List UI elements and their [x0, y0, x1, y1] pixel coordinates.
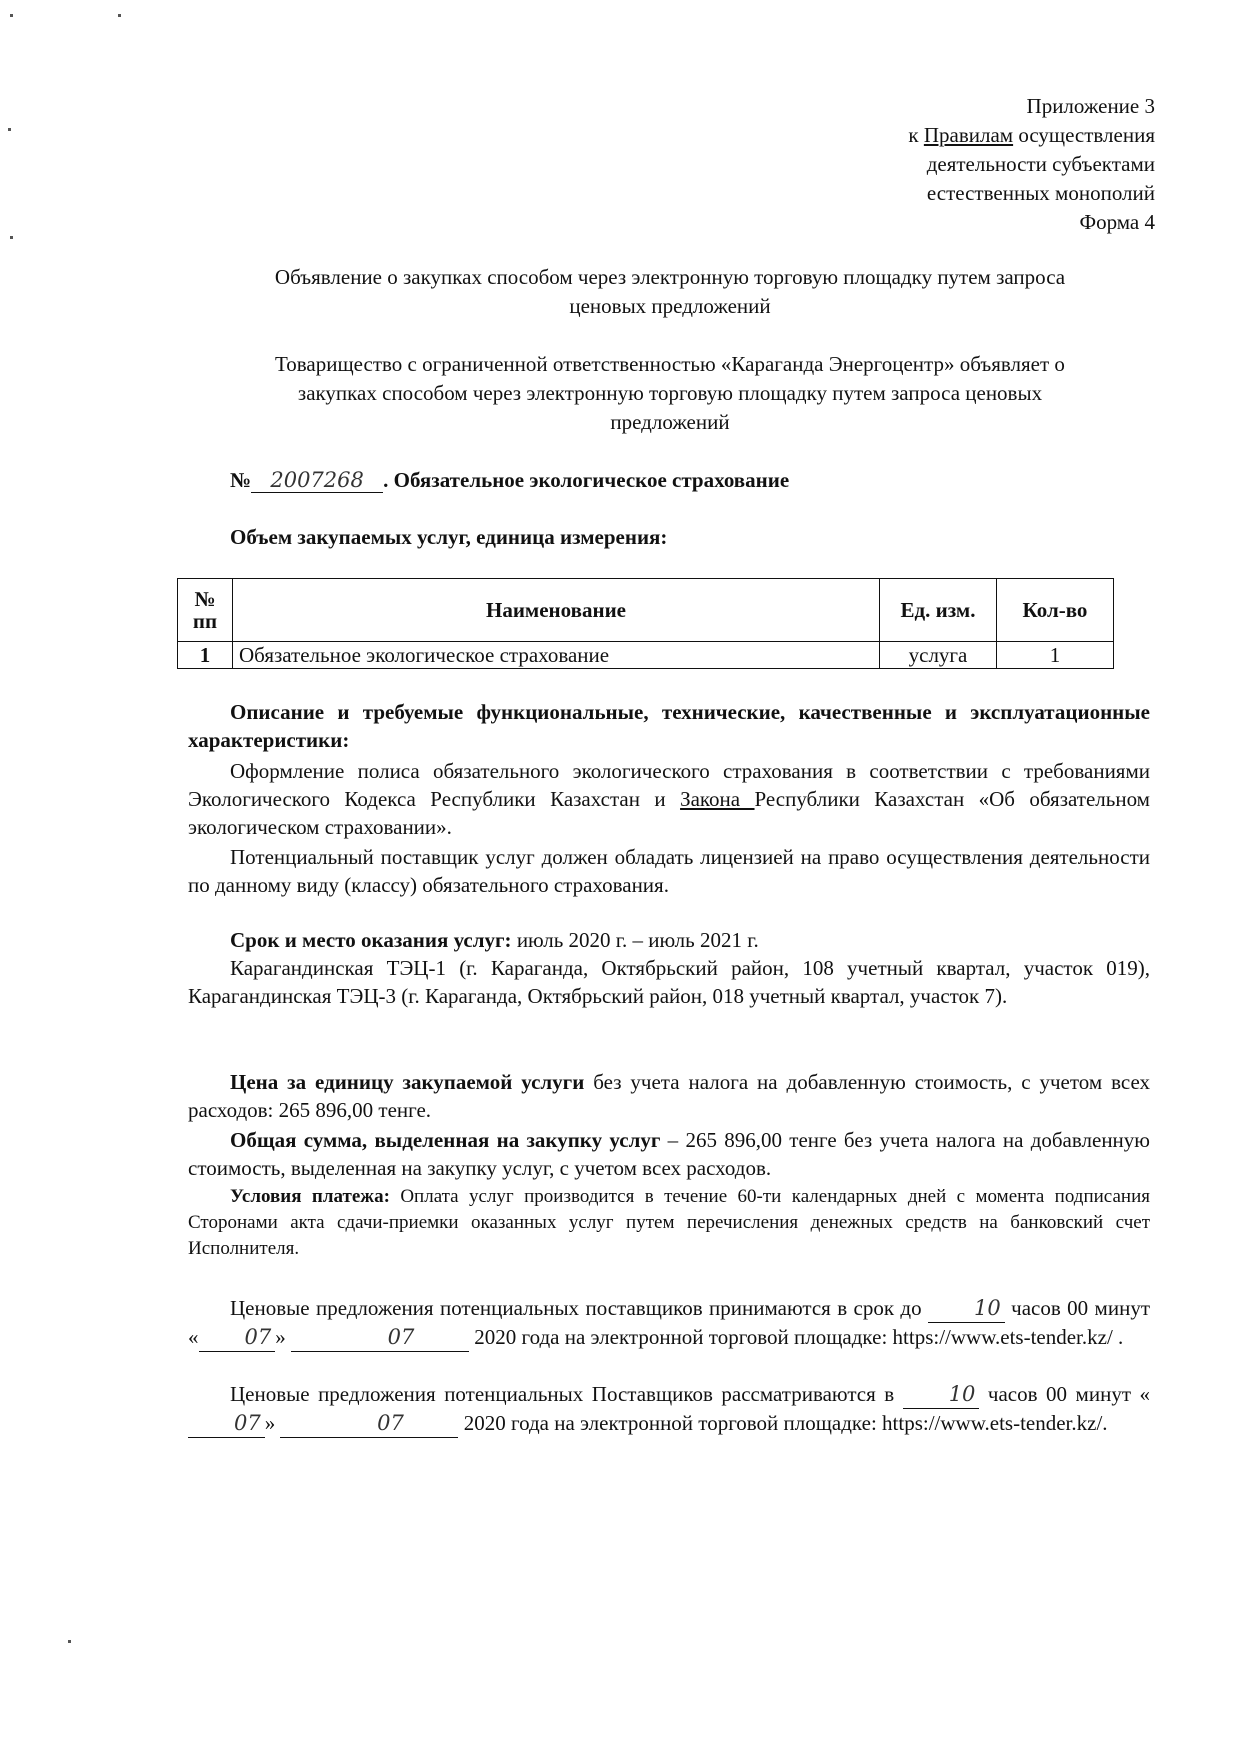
- lot-line: [230, 468, 789, 493]
- review-hour-handwritten: 10: [903, 1380, 980, 1409]
- table-header-row: [178, 579, 1114, 642]
- deadline-text-1: Ценовые предложения потенциальных поставщиков принимаются в срок до: [230, 1296, 929, 1320]
- appendix-line-2-suffix: осуществления: [1013, 123, 1155, 147]
- term-label: Срок и место оказания услуг:: [230, 928, 512, 952]
- scan-speck: [118, 14, 121, 17]
- supplier-requirement: Потенциальный поставщик услуг должен обладать лицензией на право осуществления деятельности по данному виду (классу) обязательного страхования.: [188, 845, 1150, 897]
- header-qty: Кол-во: [997, 579, 1114, 642]
- term-line: [188, 926, 1150, 954]
- cell-name: Обязательное экологическое страхование: [233, 642, 880, 669]
- volume-heading: Объем закупаемых услуг, единица измерения:: [230, 525, 668, 549]
- review-month-handwritten: 07: [280, 1409, 458, 1438]
- law-link[interactable]: Закона: [680, 787, 755, 811]
- lot-title: . Обязательное экологическое страхование: [383, 468, 790, 492]
- announcement-intro-line-2: закупках способом через электронную торговую площадку путем запроса ценовых: [297, 381, 1043, 405]
- lot-number-handwritten: 2007268: [251, 468, 383, 493]
- deadline-hour-handwritten: 10: [928, 1294, 1005, 1323]
- number-sign: №: [230, 468, 252, 492]
- deadline-month-handwritten: 07: [291, 1323, 469, 1352]
- payment-terms-text: Оплата услуг производится в течение 60-ти календарных дней с момента подписания Сторонами акта сдачи-приемки оказанных услуг путем перечисления денежных средств на банковский счет Исполнителя.: [188, 1186, 1150, 1259]
- cell-num: 1: [178, 642, 233, 669]
- submission-deadline: [188, 1294, 1150, 1352]
- description-text: [188, 757, 1150, 841]
- announcement-title-line-2: ценовых предложений: [569, 294, 771, 318]
- cell-qty: 1: [997, 642, 1114, 669]
- announcement-intro-line-1: Товарищество с ограниченной ответственностью «Караганда Энергоцентр» объявляет о: [275, 352, 1065, 376]
- unit-price-text: без учета налога на добавленную стоимость, с учетом всех расходов: 265 896,00 тенге.: [188, 1070, 1150, 1122]
- deadline-day-handwritten: 07: [199, 1323, 276, 1352]
- appendix-line-3: деятельности субъектами: [926, 152, 1155, 176]
- review-text-3: »: [264, 1411, 281, 1435]
- term-period: июль 2020 г. – июль 2021 г.: [511, 928, 759, 952]
- announcement-title: [190, 263, 1150, 321]
- payment-terms: [188, 1184, 1150, 1262]
- unit-price: [188, 1068, 1150, 1124]
- appendix-header: [908, 92, 1155, 237]
- appendix-line-2-prefix: к: [908, 123, 924, 147]
- review-time: [188, 1380, 1150, 1438]
- deadline-text-2: часов 00 минут «: [188, 1296, 1150, 1349]
- services-table: [177, 578, 1114, 669]
- description-heading: Описание и требуемые функциональные, технические, качественные и эксплуатационные характеристики:: [188, 700, 1150, 752]
- scan-speck: [8, 128, 11, 131]
- total-amount: [188, 1126, 1150, 1182]
- announcement-intro-line-3: предложений: [610, 410, 730, 434]
- payment-terms-label: Условия платежа:: [230, 1186, 390, 1207]
- appendix-line-1: Приложение 3: [1026, 94, 1155, 118]
- unit-price-label: Цена за единицу закупаемой услуги: [230, 1070, 585, 1094]
- table-row: [178, 642, 1114, 669]
- term-section: [188, 926, 1150, 1010]
- announcement-intro: [190, 350, 1150, 437]
- review-text-2: часов 00 минут «: [979, 1382, 1150, 1406]
- announcement-title-line-1: Объявление о закупках способом через электронную торговую площадку путем запроса: [274, 265, 1066, 289]
- scan-speck: [68, 1640, 71, 1643]
- header-unit: Ед. изм.: [880, 579, 997, 642]
- review-text-4: 2020 года на электронной торговой площадке: https://www.ets-tender.kz/.: [458, 1411, 1108, 1435]
- form-number: Форма 4: [1079, 210, 1155, 234]
- header-num: № пп: [178, 579, 233, 642]
- rules-link[interactable]: Правилам: [923, 123, 1014, 147]
- scan-speck: [10, 14, 13, 17]
- header-name: Наименование: [233, 579, 880, 642]
- review-text-1: Ценовые предложения потенциальных Поставщиков рассматриваются в: [230, 1382, 903, 1406]
- appendix-line-2: [908, 121, 1155, 150]
- total-amount-label: Общая сумма, выделенная на закупку услуг: [230, 1128, 661, 1152]
- description-text-suffix: Республики Казахстан «Об обязательном экологическом страховании».: [188, 787, 1150, 839]
- cell-unit: услуга: [880, 642, 997, 669]
- term-places: Карагандинская ТЭЦ-1 (г. Караганда, Октябрьский район, 108 учетный квартал, участок 019), Карагандинская ТЭЦ-3 (г. Караганда, Октябрьский район, 018 учетный квартал, участок 7).: [188, 956, 1150, 1008]
- description-text-prefix: Оформление полиса обязательного экологического страхования в соответствии с требованиями Экологического Кодекса Республики Казахстан и: [188, 759, 1150, 811]
- scan-speck: [10, 236, 13, 239]
- appendix-line-4: естественных монополий: [926, 181, 1155, 205]
- total-amount-text: – 265 896,00 тенге без учета налога на добавленную стоимость, выделенная на закупку услуг, с учетом всех расходов.: [188, 1128, 1150, 1180]
- deadline-text-4: 2020 года на электронной торговой площадке: https://www.ets-tender.kz/ .: [468, 1325, 1124, 1349]
- review-day-handwritten: 07: [188, 1409, 265, 1438]
- deadline-text-3: »: [275, 1325, 291, 1349]
